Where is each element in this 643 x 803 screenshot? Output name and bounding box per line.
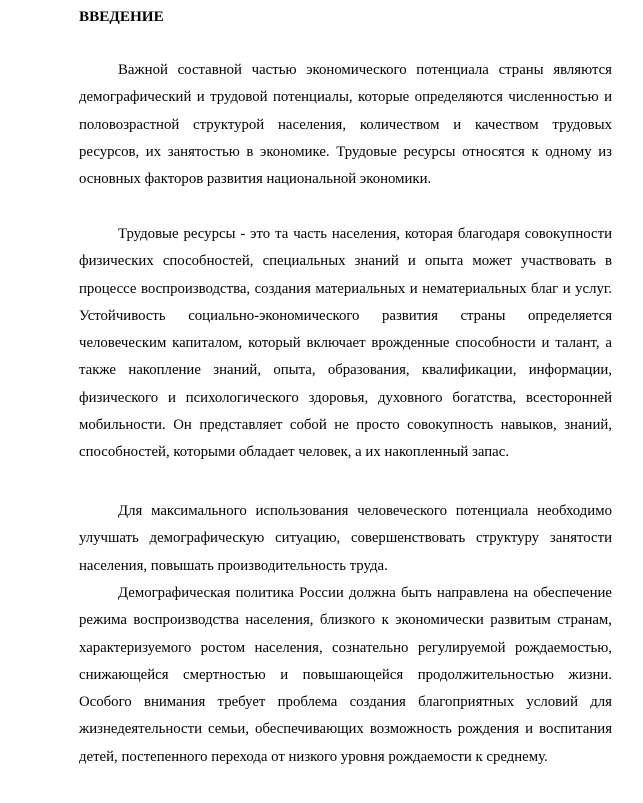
paragraph-human-potential: Для максимального использования человеческого потенциала необходимо улучшать демографическую ситуацию, совершенствовать структуру занятости населения, повышать производительность труда. — [79, 503, 612, 574]
paragraph-labor-resources: Трудовые ресурсы - это та часть населения, которая благодаря совокупности физических способностей, специальных знаний и опыта может участвовать в процессе воспроизводства, создания материальных и нематериальных благ и услуг. Устойчивость социально-экономического развития страны определяется человеческим капиталом, который включает врожденные способности и талант, а также накопление знаний, опыта, образования, квалификации, информации, физического и психологического здоровья, духовного богатства, всесторонней мобильности. Он представляет собой не просто совокупность навыков, знаний, способностей, которыми обладает человек, а их накопленный запас. — [79, 226, 612, 461]
paragraph-demographic-policy: Демографическая политика России должна быть направлена на обеспечение режима воспроизводства населения, близкого к экономически развитым странам, характеризуемого ростом населения, сознательно регулируемой рождаемостью, снижающейся смертностью и повышающейся продолжительностью жизни. Особого внимания требует проблема создания благоприятных условий для жизнедеятельности семьи, обеспечивающих возможность рождения и воспитания детей, постепенного перехода от низкого уровня рождаемости к среднему. — [79, 585, 612, 765]
paragraph-demographic-potential: Важной составной частью экономического потенциала страны являются демографический и трудовой потенциалы, которые определяются численностью и половозрастной структурой населения, количеством и качеством трудовых ресурсов, их занятостью в экономике. Трудовые ресурсы относятся к одному из основных факторов развития национальной экономики. — [79, 62, 612, 188]
section-heading: ВВЕДЕНИЕ — [79, 8, 164, 25]
